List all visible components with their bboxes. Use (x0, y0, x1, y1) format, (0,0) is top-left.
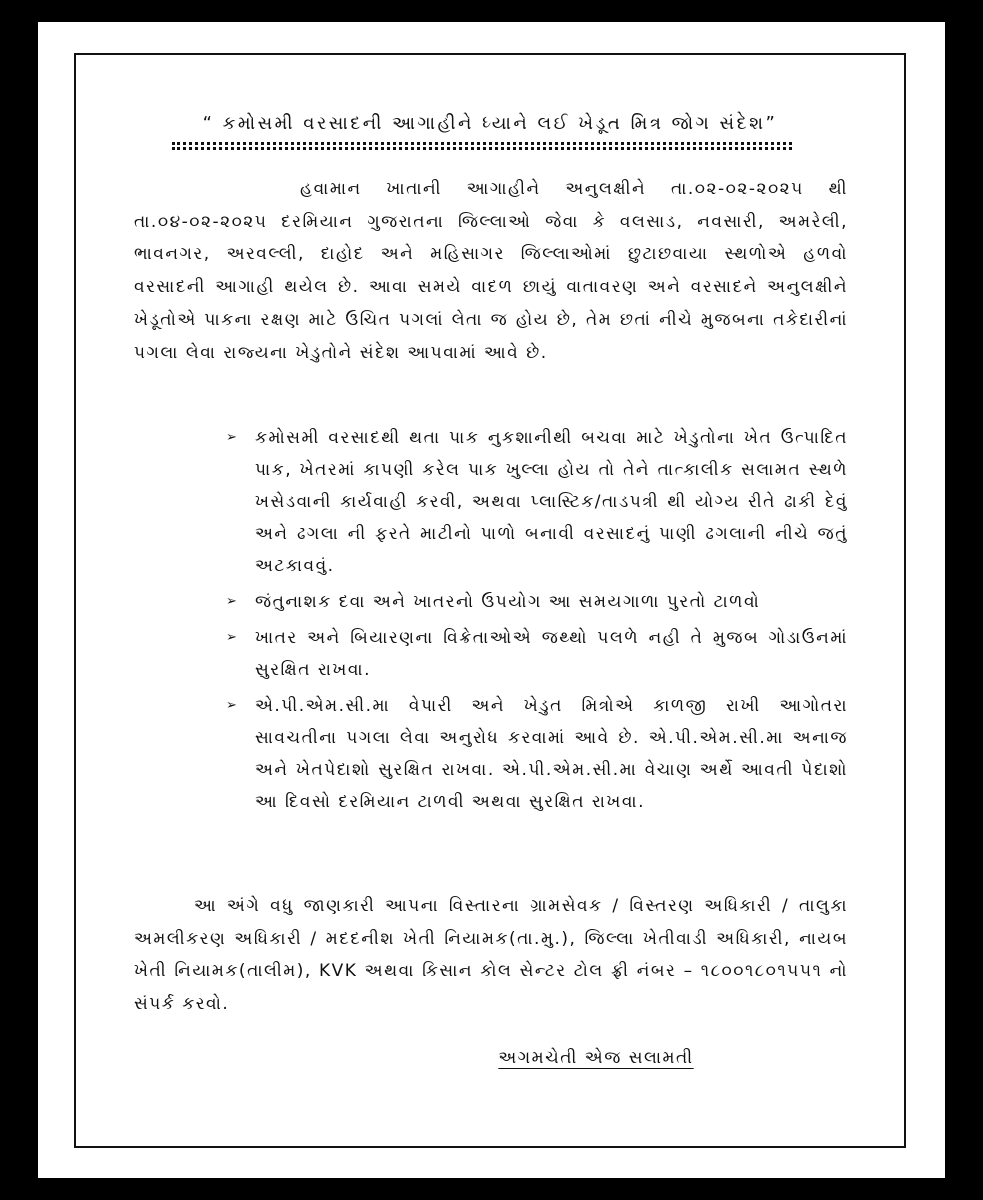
arrow-bullet-icon: ➢ (226, 430, 239, 445)
arrow-bullet-icon: ➢ (226, 630, 239, 645)
list-item-text: કમોસમી વરસાદથી થતા પાક નુકશાનીથી બચવા માટે ખેડુતોના ખેત ઉત્પાદિત પાક, ખેતરમાં કાપણી કરેલ પાક ખુલ્લા હોય તો તેને તાત્કાલીક સલામત સ્થળે ખસેડવાની કાર્યવાહી કરવી, અથવા પ્લાસ્ટિક/તાડપત્રી થી યોગ્ય રીતે ઢાકી દેવું અને ઢગલા ની ફરતે માટીનો પાળો બનાવી વરસાદનું પાણી ઢગલાની નીચે જતું અટકાવવું. (255, 428, 848, 576)
intro-paragraph: હવામાન ખાતાની આગાહીને અનુલક્ષીને તા.૦૨-૦૨-૨૦૨૫ થી તા.૦૪-૦૨-૨૦૨૫ દરમિયાન ગુજરાતના જિલ્લાઓ જેવા કે વલસાડ, નવસારી, અમરેલી, ભાવનગર, અરવલ્લી, દાહોદ અને મહિસાગર જિલ્લાઓમાં છુટાછવાયા સ્થળોએ હળવો વરસાદની આગાહી થયેલ છે. આવા સમયે વાદળ છાયું વાતાવરણ અને વરસાદને અનુલક્ષીને ખેડૂતોએ પાકના રક્ષણ માટે ઉચિત પગલાં લેતા જ હોય છે, તેમ છતાં નીચે મુજબના તકેદારીનાં પગલા લેવા રાજ્યના ખેડુતોને સંદેશ આપવામાં આવે છે. (134, 179, 848, 363)
arrow-bullet-icon: ➢ (226, 698, 239, 713)
document-title: “ કમોસમી વરસાદની આગાહીને ધ્યાને લઈ ખેડૂત મિત્ર જોગ સંદેશ” (202, 113, 778, 134)
list-item-text: જંતુનાશક દવા અને ખાતરનો ઉપયોગ આ સમયગાળા પુરતો ટાળવો (255, 592, 761, 612)
advice-list (226, 422, 848, 822)
list-item (226, 622, 848, 686)
motto-text: અગમચેતી એજ સલામતી (498, 1048, 694, 1068)
dotted-divider (172, 147, 792, 153)
list-item-text: ખાતર અને બિયારણના વિક્રેતાઓએ જથ્થો પલળે નહી તે મુજબ ગોડાઉનમાં સુરક્ષિત રાખવા. (255, 628, 848, 680)
document-page (38, 22, 945, 1178)
document-border (74, 53, 906, 1148)
list-item (226, 586, 848, 618)
list-item (226, 422, 848, 582)
list-item (226, 690, 848, 818)
closing-paragraph: આ અંગે વધુ જાણકારી આપના વિસ્તારના ગ્રામસેવક / વિસ્તરણ અધિકારી / તાલુકા અમલીકરણ અધિકારી / મદદનીશ ખેતી નિયામક(તા.મુ.), જિલ્લા ખેતીવાડી અધિકારી, નાયબ ખેતી નિયામક(તાલીમ), KVK અથવા કિસાન કોલ સેન્ટર ટોલ ફ્રી નંબર – ૧૮૦૦૧૮૦૧૫૫૧ નો સંપર્ક કરવો. (134, 896, 848, 1015)
list-item-text: એ.પી.એમ.સી.મા વેપારી અને ખેડુત મિત્રોએ કાળજી રાખી આગોતરા સાવચતીના પગલા લેવા અનુરોધ કરવામાં આવે છે. એ.પી.એમ.સી.મા અનાજ અને ખેતપેદાશો સુરક્ષિત રાખવા. એ.પી.એમ.સી.મા વેચાણ અર્થે આવતી પેદાશો આ દિવસો દરમિયાન ટાળવી અથવા સુરક્ષિત રાખવા. (255, 696, 848, 812)
motto (76, 1048, 904, 1068)
arrow-bullet-icon: ➢ (226, 594, 239, 609)
